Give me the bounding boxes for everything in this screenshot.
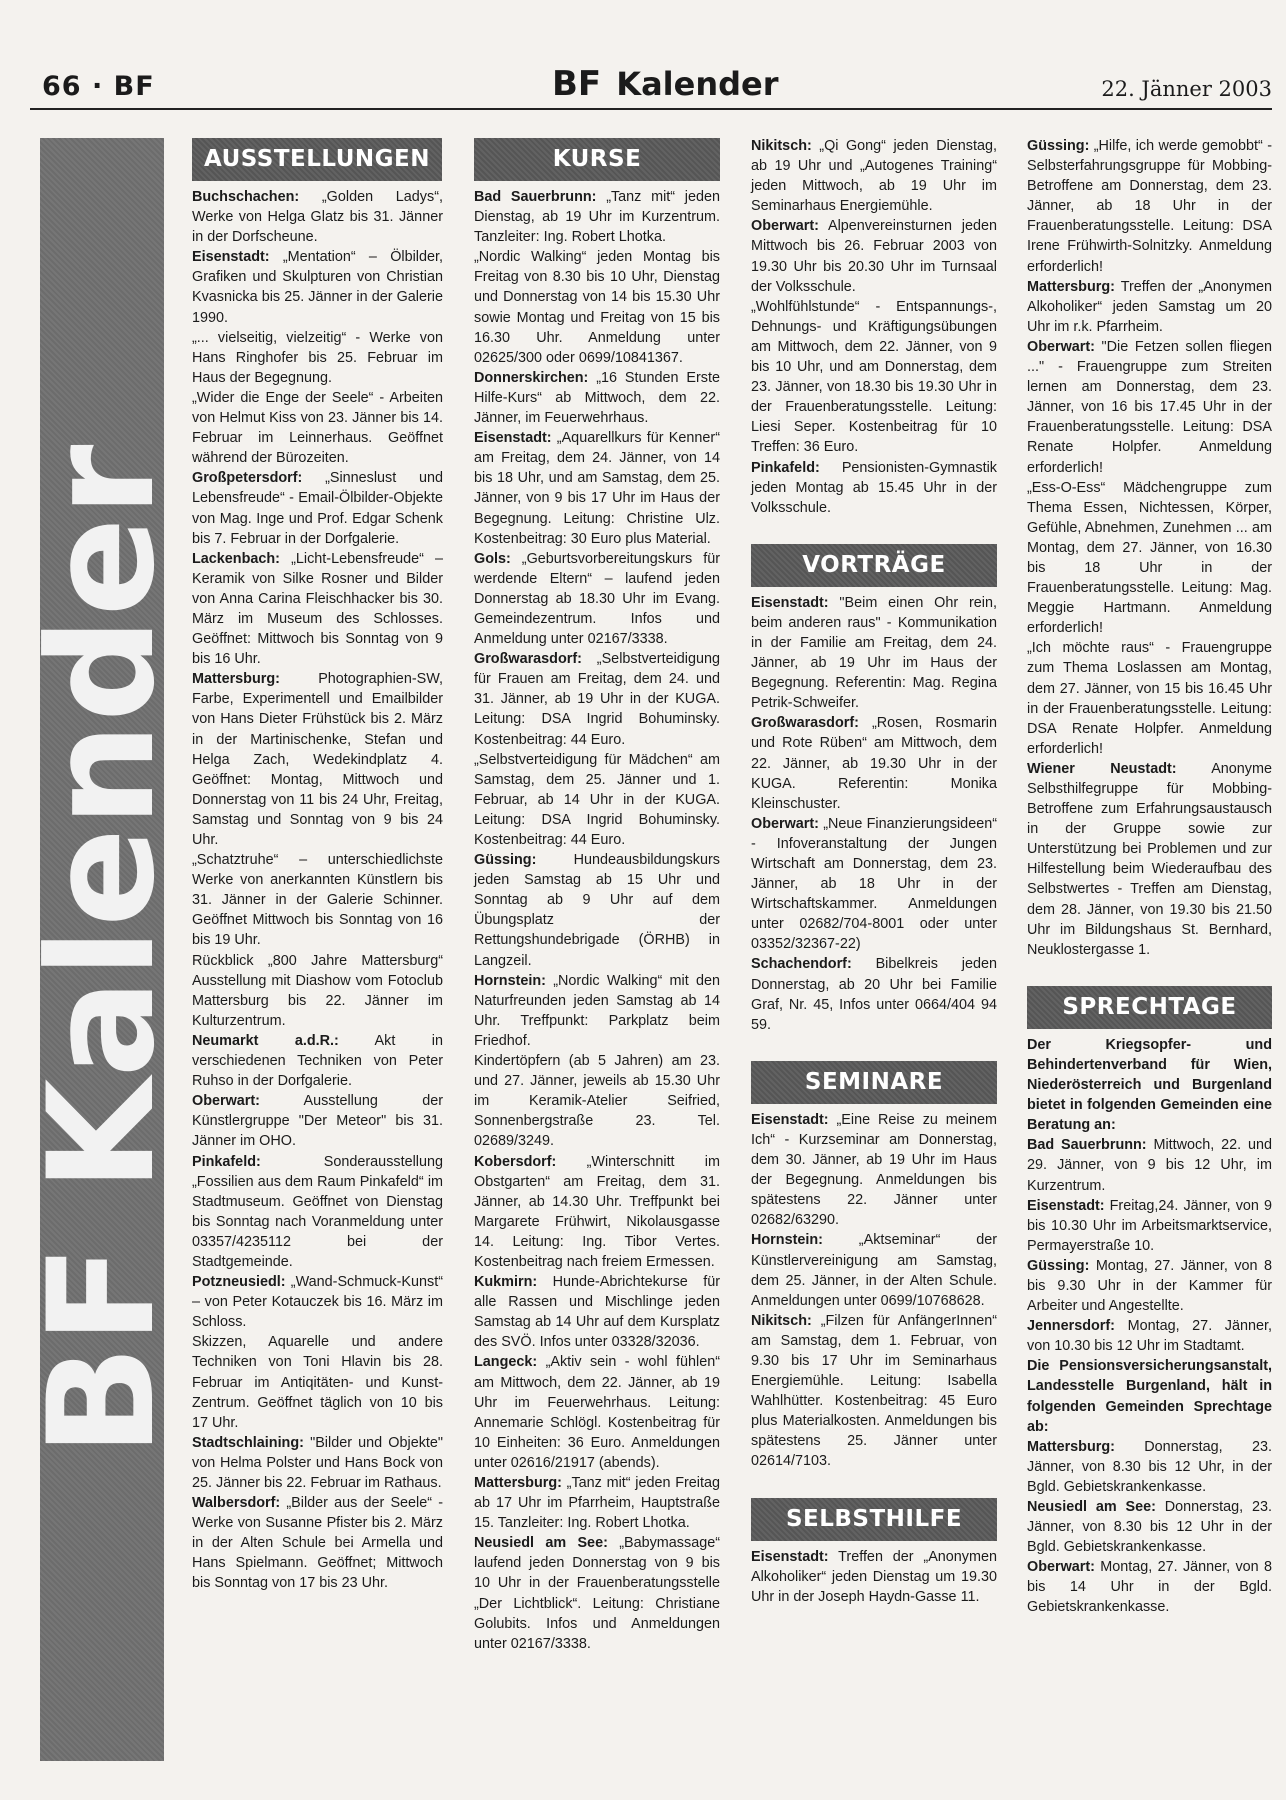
entry-text: „Winterschnitt im Obstgarten“ am Freitag, dem 31. Jänner, ab 14.30 Uhr. Treffpunkt bei Margarete Frühwirt, Nikolausgasse 14. Leitung: Ing. Tibor Vertes. Kostenbeitrag nach freiem Ermessen. [474, 1153, 720, 1270]
calendar-entry [192, 328, 443, 388]
entry-text: Bibelkreis jeden Donnerstag, ab 20 Uhr bei Familie Graf, Nr. 45, Infos unter 0664/404 94 59. [751, 956, 997, 1033]
entry-location: Mattersburg: [1027, 1438, 1115, 1455]
section-selbsthilfe-continued [1027, 136, 1272, 960]
entry-text: Montag, 27. Jänner, von 10.30 bis 12 Uhr im Stadtamt. [1027, 1318, 1272, 1355]
calendar-entry [192, 1433, 443, 1493]
entry-location: Mattersburg: [192, 671, 280, 688]
entry-location: Oberwart: [1027, 338, 1095, 355]
entry-location: Güssing: [1027, 138, 1090, 154]
entry-location: Donnerskirchen: [474, 369, 589, 386]
calendar-entry [474, 1473, 720, 1533]
entry-text: Anonyme Selbsthilfegruppe für Mobbing-Betroffene zum Erfahrungsaustausch in der Gruppe sowie zur Unterstützung bei Problemen und zur Hilfestellung beim Wiederaufbau des Selbstwertes - Treffen am Dienstag, dem 28. Jänner, von 19.30 bis 21.50 Uhr im Bildungshaus St. Bernhard, Neuklostergasse 1. [1027, 760, 1272, 958]
section-selbsthilfe [751, 1547, 997, 1607]
calendar-entry [751, 297, 997, 458]
entry-text: "Bilder und Objekte" von Helma Polster und Hans Bock von 25. Jänner bis 22. Februar im Rathaus. [192, 1434, 443, 1491]
section-kurse [474, 187, 720, 1654]
entry-text: Montag, 27. Jänner, von 8 bis 14 Uhr in der Bgld. Gebietskrankenkasse. [1027, 1559, 1272, 1616]
calendar-entry [1027, 337, 1272, 478]
section-vortraege [751, 593, 997, 1035]
entry-text: „Tanz mit“ jeden Dienstag, ab 19 Uhr im Kurzentrum. Tanzleiter: Ing. Robert Lhotka. [474, 189, 721, 246]
entry-location: Hornstein: [474, 972, 546, 989]
entry-text: "Die Fetzen sollen fliegen ..." - Frauengruppe zum Streiten lernen am Donnerstag, dem 23. Jänner, von 16 bis 17.45 Uhr in der Frauenberatungsstelle. Leitung: DSA Renate Holpfer. Anmeldung erforderlich! [1027, 338, 1272, 476]
entry-text: Mittwoch, 22. und 29. Jänner, von 9 bis 12 Uhr, im Kurzentrum. [1027, 1137, 1272, 1194]
calendar-entry [474, 187, 720, 247]
masthead [552, 64, 779, 104]
entry-location: Langeck: [474, 1354, 538, 1371]
entry-text: Hunde-Abrichtekurse für alle Rassen und Mischlinge jeden Samstag ab 14 Uhr auf dem Kursplatz des SVÖ. Infos unter 03328/32036. [474, 1274, 720, 1351]
entry-location: Güssing: [1027, 1257, 1090, 1274]
calendar-entry [192, 549, 443, 670]
entry-text: „Wohlfühlstunde“ - Entspannungs-, Dehnungs- und Kräftigungsübungen am Mittwoch, dem 22. Jänner, von 9 bis 10 Uhr, und am Donnerstag, dem 23. Jänner, von 18.30 bis 19.30 Uhr in der Frauenberatungsstelle. Leitung: Liesi Seper. Kostenbeitrag für 10 Treffen: 36 Euro. [751, 298, 997, 456]
entry-location: Gols: [474, 550, 511, 567]
calendar-entry [1027, 136, 1272, 277]
entry-text: „Tanz mit“ jeden Freitag ab 17 Uhr im Pfarrheim, Hauptstraße 15. Tanzleiter: Ing. Robert Lhotka. [474, 1475, 720, 1532]
entry-location: Eisenstadt: [1027, 1197, 1105, 1214]
entry-text: „... vielseitig, vielzeitig“ - Werke von Hans Ringhofer bis 25. Februar im Haus der Begegnung. [192, 329, 443, 386]
entry-location: Neumarkt a.d.R.: [192, 1032, 339, 1049]
section-heading-kurse: KURSE [474, 138, 720, 181]
column-3 [751, 136, 997, 1607]
entry-location: Eisenstadt: [474, 430, 552, 447]
calendar-entry [192, 1332, 443, 1432]
entry-text: Hundeausbildungskurs jeden Samstag ab 15 Uhr und Sonntag ab 9 Uhr auf dem Übungsplatz der Rettungshundebrigade (ÖRHB) in Langzeil. [474, 852, 720, 969]
entry-text: „Ich möchte raus“ - Frauengruppe zum Thema Loslassen am Montag, dem 27. Jänner, von 15 bis 16.45 Uhr in der Frauenberatungsstelle. Leitung: DSA Renate Holpfer. Anmeldung erforderlich! [1027, 640, 1272, 757]
calendar-entry [474, 368, 720, 428]
entry-location: Eisenstadt: [751, 1548, 829, 1565]
entry-text: „Bilder aus der Seele“ - Werke von Susanne Pfister bis 2. März in der Alten Schule bei Armella und Hans Spielmann. Geöffnet; Mittwoch bis Sonntag von 17 bis 23 Uhr. [192, 1495, 443, 1592]
entry-text: „Eine Reise zu meinem Ich“ - Kurzseminar am Donnerstag, dem 30. Jänner, ab 19 Uhr im Haus der Begegnung. Anmeldungen bis spätestens 22. Jänner unter 02682/63290. [751, 1111, 997, 1229]
calendar-entry [751, 1311, 997, 1472]
entry-location: Oberwart: [192, 1093, 260, 1110]
sprechtage-intro-kov: Der Kriegsopfer- und Behindertenverband für Wien, Niederösterreich und Burgenland bietet in folgenden Gemeinden eine Beratung an: [1027, 1036, 1272, 1134]
entry-text: Montag, 27. Jänner, von 8 bis 9.30 Uhr in der Kammer für Arbeiter und Angestellte. [1027, 1257, 1272, 1315]
entry-location: Nikitsch: [751, 138, 812, 154]
entry-location: Lackenbach: [192, 550, 280, 567]
entry-location: Eisenstadt: [751, 1111, 829, 1128]
entry-location: Kukmirn: [474, 1274, 538, 1291]
calendar-entry [474, 1533, 720, 1654]
calendar-entry [1027, 638, 1272, 759]
column-1 [192, 138, 443, 1594]
entry-location: Jennersdorf: [1027, 1318, 1115, 1335]
masthead-logo: BF [552, 64, 602, 104]
calendar-entry [474, 1352, 720, 1473]
page-header [30, 64, 1272, 110]
entry-text: Akt in verschiedenen Techniken von Peter Ruhso in der Dorfgalerie. [192, 1032, 443, 1090]
entry-text: „Ess-O-Ess“ Mädchengruppe zum Thema Essen, Nichtessen, Körper, Gefühle, Abnehmen, Zunehmen ... am Montag, dem 27. Jänner, von 16.30 bis 18 Uhr in der Frauenberatungsstelle. Leitung: Mag. Meggie Hartmann. Anmeldung erforderlich! [1027, 479, 1272, 637]
entry-location: Kobersdorf: [474, 1153, 557, 1170]
entry-location: Großpetersdorf: [192, 470, 303, 487]
entry-location: Oberwart: [1027, 1559, 1095, 1576]
calendar-entry [1027, 277, 1272, 337]
entry-location: Neusiedl am See: [1027, 1499, 1156, 1515]
entry-location: Eisenstadt: [192, 249, 270, 266]
calendar-entry [474, 1152, 720, 1273]
entry-text: „Nordic Walking“ jeden Montag bis Freitag von 8.30 bis 10 Uhr, Dienstag und Donnerstag von 14 bis 15.30 Uhr sowie Montag und Freitag von 15 bis 16.30 Uhr. Anmeldung unter 02625/300 oder 0699/10841367. [474, 249, 720, 366]
entry-location: Güssing: [474, 852, 537, 869]
entry-location: Pinkafeld: [751, 459, 820, 476]
entry-text: Donnerstag, 23. Jänner, von 8.30 bis 12 Uhr, in der Bgld. Gebietskrankenkasse. [1027, 1438, 1272, 1495]
calendar-entry [192, 850, 443, 950]
entry-text: „Aktiv sein - wohl fühlen“ am Mittwoch, dem 22. Jänner, ab 19 Uhr im Feuerwehrhaus. Leitung: Annemarie Schlögl. Kostenbeitrag für 10 Einheiten: 36 Euro. Anmeldungen unter 02616/21917 (abends). [474, 1354, 720, 1471]
entry-text: Rückblick „800 Jahre Mattersburg“ Ausstellung mit Diashow vom Fotoclub Mattersburg bis 22. Jänner im Kulturzentrum. [192, 952, 443, 1029]
calendar-entry [192, 1091, 443, 1151]
page-number: 66 · BF [42, 71, 155, 102]
entry-text: Ausstellung der Künstlergruppe "Der Meteor" bis 31. Jänner im OHO. [192, 1093, 443, 1150]
entry-text: „Neue Finanzierungsideen“ - Infoveranstaltung der Jungen Wirtschaft am Donnerstag, dem 23. Jänner, ab 18 Uhr in der Wirtschaftskammer. Anmeldungen unter 02682/704-8001 oder unter 03352/32367-22) [751, 815, 997, 953]
calendar-entry [751, 458, 997, 518]
entry-text: „16 Stunden Erste Hilfe-Kurs“ ab Mittwoch, dem 22. Jänner, im Feuerwehrhaus. [474, 369, 720, 427]
entry-location: Neusiedl am See: [474, 1535, 608, 1552]
entry-text: "Beim einen Ohr rein, beim anderen raus" - Kommunikation in der Familie am Freitag, dem 24. Jänner, ab 19 Uhr im Haus der Begegnung. Referentin: Mag. Regina Petrik-Schweifer. [751, 594, 997, 712]
entry-text: „Schatztruhe“ – unterschiedlichste Werke von anerkannten Künstlern bis 31. Jänner in der Galerie Schinner. Geöffnet Mittwoch bis Sonntag von 16 bis 19 Uhr. [192, 852, 443, 949]
calendar-entry [751, 593, 997, 714]
section-kurse-continued [751, 136, 997, 518]
sprechtage-intro-pva: Die Pensionsversicherungsanstalt, Landesstelle Burgenland, hält in folgenden Gemeinden Sprechtage ab: [1027, 1358, 1272, 1435]
entry-text: Freitag,24. Jänner, von 9 bis 10.30 Uhr im Arbeitsmarktservice, Permayerstraße 10. [1027, 1197, 1272, 1254]
entry-location: Potzneusiedl: [192, 1274, 286, 1291]
entry-location: Walbersdorf: [192, 1495, 281, 1512]
entry-text: Pensionisten-Gymnastik jeden Montag ab 15.45 Uhr in der Volksschule. [751, 459, 997, 516]
calendar-entry [1027, 1557, 1272, 1617]
calendar-entry [1027, 1497, 1272, 1557]
calendar-entry [751, 216, 997, 296]
section-seminare [751, 1110, 997, 1472]
calendar-entry [1027, 759, 1272, 960]
calendar-entry [474, 649, 720, 749]
calendar-entry [192, 1493, 443, 1593]
calendar-entry [474, 850, 720, 971]
entry-location: Großwarasdorf: [751, 715, 859, 732]
entry-location: Oberwart: [751, 815, 819, 832]
entry-location: Nikitsch: [751, 1312, 812, 1329]
column-4 [1027, 136, 1272, 1618]
calendar-entry [1027, 1437, 1272, 1497]
calendar-entry [474, 549, 720, 649]
calendar-entry [474, 971, 720, 1051]
section-heading-vortraege: VORTRÄGE [751, 544, 997, 587]
sidebar-title: BF Kalender [17, 442, 187, 1457]
calendar-entry [751, 1230, 997, 1310]
section-heading-ausstellungen: AUSSTELLUNGEN [192, 138, 442, 181]
section-heading-seminare: SEMINARE [751, 1061, 997, 1104]
calendar-entry [192, 247, 443, 327]
masthead-title: Kalender [616, 65, 779, 103]
section-ausstellungen [192, 187, 443, 1594]
entry-text: „Nordic Walking“ mit den Naturfreunden jeden Samstag ab 14 Uhr. Treffpunkt: Parkplatz beim Friedhof. [474, 972, 720, 1049]
entry-location: Buchschachen: [192, 189, 300, 205]
entry-text: Photographien-SW, Farbe, Experimentell und Emailbilder von Hans Dieter Frühstück bis 2. März in der Martinischenke, Stefan und Helga Zach, Wedekindplatz 4. Geöffnet: Montag, Mittwoch und Donnerstag von 11 bis 24 Uhr, Freitag, Samstag und Sonntag von 9 bis 24 Uhr. [192, 671, 443, 848]
entry-text: „Geburtsvorbereitungskurs für werdende Eltern“ – laufend jeden Donnerstag ab 18.30 Uhr im Evang. Gemeindezentrum. Infos und Anmeldung unter 02167/3338. [474, 550, 720, 648]
entry-text: „Wand-Schmuck-Kunst“ – von Peter Kotauczek bis 16. März im Schloss. [192, 1274, 443, 1331]
calendar-entry [474, 247, 720, 368]
sidebar-banner [17, 138, 187, 1761]
entry-text: Donnerstag, 23. Jänner, von 8.30 bis 12 Uhr in der Bgld. Gebietskrankenkasse. [1027, 1499, 1272, 1556]
entry-location: Bad Sauerbrunn: [1027, 1137, 1147, 1154]
entry-text: Alpenvereinsturnen jeden Mittwoch bis 26. Februar 2003 von 19.30 Uhr bis 20.30 Uhr im Turnsaal der Volksschule. [751, 218, 997, 295]
calendar-entry [192, 468, 443, 548]
entry-location: Mattersburg: [1027, 278, 1115, 295]
entry-location: Eisenstadt: [751, 594, 829, 611]
entry-text: „Mentation“ – Ölbilder, Grafiken und Skulpturen von Christian Kvasnicka bis 25. Jänner in der Galerie 1990. [192, 249, 443, 326]
calendar-entry [474, 750, 720, 850]
section-heading-sprechtage: SPRECHTAGE [1027, 986, 1272, 1029]
entry-text: „Rosen, Rosmarin und Rote Rüben“ am Mittwoch, dem 22. Jänner, ab 19.30 Uhr in der KUGA. Referentin: Monika Kleinschuster. [751, 715, 997, 812]
entry-text: Sonderausstellung „Fossilien aus dem Raum Pinkafeld“ im Stadtmuseum. Geöffnet von Dienstag bis Sonntag nach Voranmeldung unter 03357/4235112 bei der Stadtgemeinde. [192, 1153, 443, 1270]
entry-location: Wiener Neustadt: [1027, 760, 1177, 777]
calendar-entry [1027, 1316, 1272, 1356]
calendar-entry [751, 1547, 997, 1607]
entry-text: „Selbstverteidigung für Frauen am Freitag, dem 24. und 31. Jänner, ab 19 Uhr in der KUGA. Leitung: DSA Ingrid Bohuminsky. Kostenbeitrag: 44 Euro. [474, 651, 720, 748]
calendar-entry [1027, 1256, 1272, 1316]
calendar-entry [192, 1152, 443, 1273]
entry-location: Schachendorf: [751, 956, 852, 973]
calendar-entry [751, 1110, 997, 1231]
issue-date: 22. Jänner 2003 [1101, 77, 1272, 101]
entry-location: Großwarasdorf: [474, 651, 582, 668]
calendar-entry [751, 713, 997, 813]
calendar-entry [192, 388, 443, 468]
entry-text: „Aquarellkurs für Kenner“ am Freitag, dem 24. Jänner, von 14 bis 18 Uhr, und am Samstag, dem 25. Jänner, von 9 bis 17 Uhr im Haus der Begegnung. Leitung: Christine Ulz. Kostenbeitrag: 30 Euro plus Material. [474, 430, 720, 547]
calendar-entry [474, 1272, 720, 1352]
section-heading-selbsthilfe: SELBSTHILFE [751, 1498, 997, 1541]
entry-text: „Aktseminar“ der Künstlervereinigung am Samstag, dem 25. Jänner, in der Alten Schule. Anmeldungen unter 0699/10768628. [751, 1232, 997, 1309]
calendar-entry [1027, 478, 1272, 639]
entry-location: Stadtschlaining: [192, 1434, 304, 1451]
calendar-entry [192, 669, 443, 850]
calendar-entry [192, 1031, 443, 1091]
entry-text: „Licht-Lebensfreude“ – Keramik von Silke Rosner und Bilder von Anna Carina Fleischhacker bis 30. März im Museum des Schlosses. Geöffnet: Mittwoch bis Sonntag von 9 bis 16 Uhr. [192, 550, 443, 668]
entry-text: Skizzen, Aquarelle und andere Techniken von Toni Hlavin bis 28. Februar im Antiqitäten- und Kunst-Zentrum. Geöffnet täglich von 10 bis 17 Uhr. [192, 1334, 443, 1431]
entry-location: Bad Sauerbrunn: [474, 189, 597, 205]
calendar-entry [474, 1051, 720, 1151]
entry-text: „Golden Ladys“, Werke von Helga Glatz bis 31. Jänner in der Dorfscheune. [192, 189, 443, 246]
entry-text: „Qi Gong“ jeden Dienstag, ab 19 Uhr und „Autogenes Training“ jeden Mittwoch, ab 19 Uhr im Seminarhaus Energiemühle. [751, 138, 997, 215]
entry-location: Oberwart: [751, 218, 819, 235]
calendar-entry [192, 1272, 443, 1332]
calendar-entry [751, 814, 997, 955]
entry-text: „Wider die Enge der Seele“ - Arbeiten von Helmut Kiss von 23. Jänner bis 14. Februar im Leinnerhaus. Geöffnet während der Bürozeiten. [192, 389, 443, 467]
calendar-entry [1027, 1135, 1272, 1195]
entry-location: Hornstein: [751, 1232, 823, 1249]
entry-text: „Selbstverteidigung für Mädchen“ am Samstag, dem 25. Jänner und 1. Februar, ab 14 Uhr in der KUGA. Leitung: DSA Ingrid Bohuminsky. Kostenbeitrag: 44 Euro. [474, 751, 720, 848]
entry-text: Treffen der „Anonymen Alkoholiker“ jeden Samstag um 20 Uhr im r.k. Pfarrheim. [1027, 278, 1272, 335]
calendar-entry [751, 136, 997, 216]
entry-location: Pinkafeld: [192, 1153, 261, 1170]
entry-location: Mattersburg: [474, 1475, 562, 1491]
entry-text: „Hilfe, ich werde gemobbt“ - Selbsterfahrungsgruppe für Mobbing-Betroffene am Donnerstag, dem 23. Jänner, ab 18 Uhr in der Frauenberatungsstelle. Leitung: DSA Irene Frühwirth-Solnitzky. Anmeldung erforderlich! [1027, 138, 1272, 275]
section-sprechtage-kov [1027, 1135, 1272, 1356]
entry-text: Kindertöpfern (ab 5 Jahren) am 23. und 27. Jänner, jeweils ab 15.30 Uhr im Keramik-Atelier Seifried, Sonnenbergstraße 23. Tel. 02689/3249. [474, 1053, 720, 1150]
calendar-entry [192, 951, 443, 1031]
calendar-entry [1027, 1196, 1272, 1256]
calendar-entry [751, 954, 997, 1034]
entry-text: „Sinneslust und Lebensfreude“ - Email-Ölbilder-Objekte von Mag. Inge und Prof. Edgar Schenk bis 7. Februar in der Dorfgalerie. [192, 470, 443, 547]
entry-text: „Babymassage“ laufend jeden Donnerstag von 9 bis 10 Uhr in der Frauenberatungsstelle „Der Lichtblick“. Leitung: Christiane Golubits. Infos und Anmeldungen unter 02167/3338. [474, 1535, 720, 1652]
entry-text: „Filzen für AnfängerInnen“ am Samstag, dem 1. Februar, von 9.30 bis 17 Uhr im Seminarhaus Energiemühle. Leitung: Isabella Wahlhütter. Kostenbeitrag: 45 Euro plus Materialkosten. Anmeldungen bis spätestens 25. Jänner unter 02614/7103. [751, 1312, 997, 1470]
column-2 [474, 138, 720, 1654]
entry-text: Treffen der „Anonymen Alkoholiker“ jeden Dienstag um 19.30 Uhr in der Joseph Haydn-Gasse 11. [751, 1548, 997, 1605]
section-sprechtage-pva [1027, 1437, 1272, 1618]
calendar-entry [192, 187, 443, 247]
calendar-entry [474, 428, 720, 549]
